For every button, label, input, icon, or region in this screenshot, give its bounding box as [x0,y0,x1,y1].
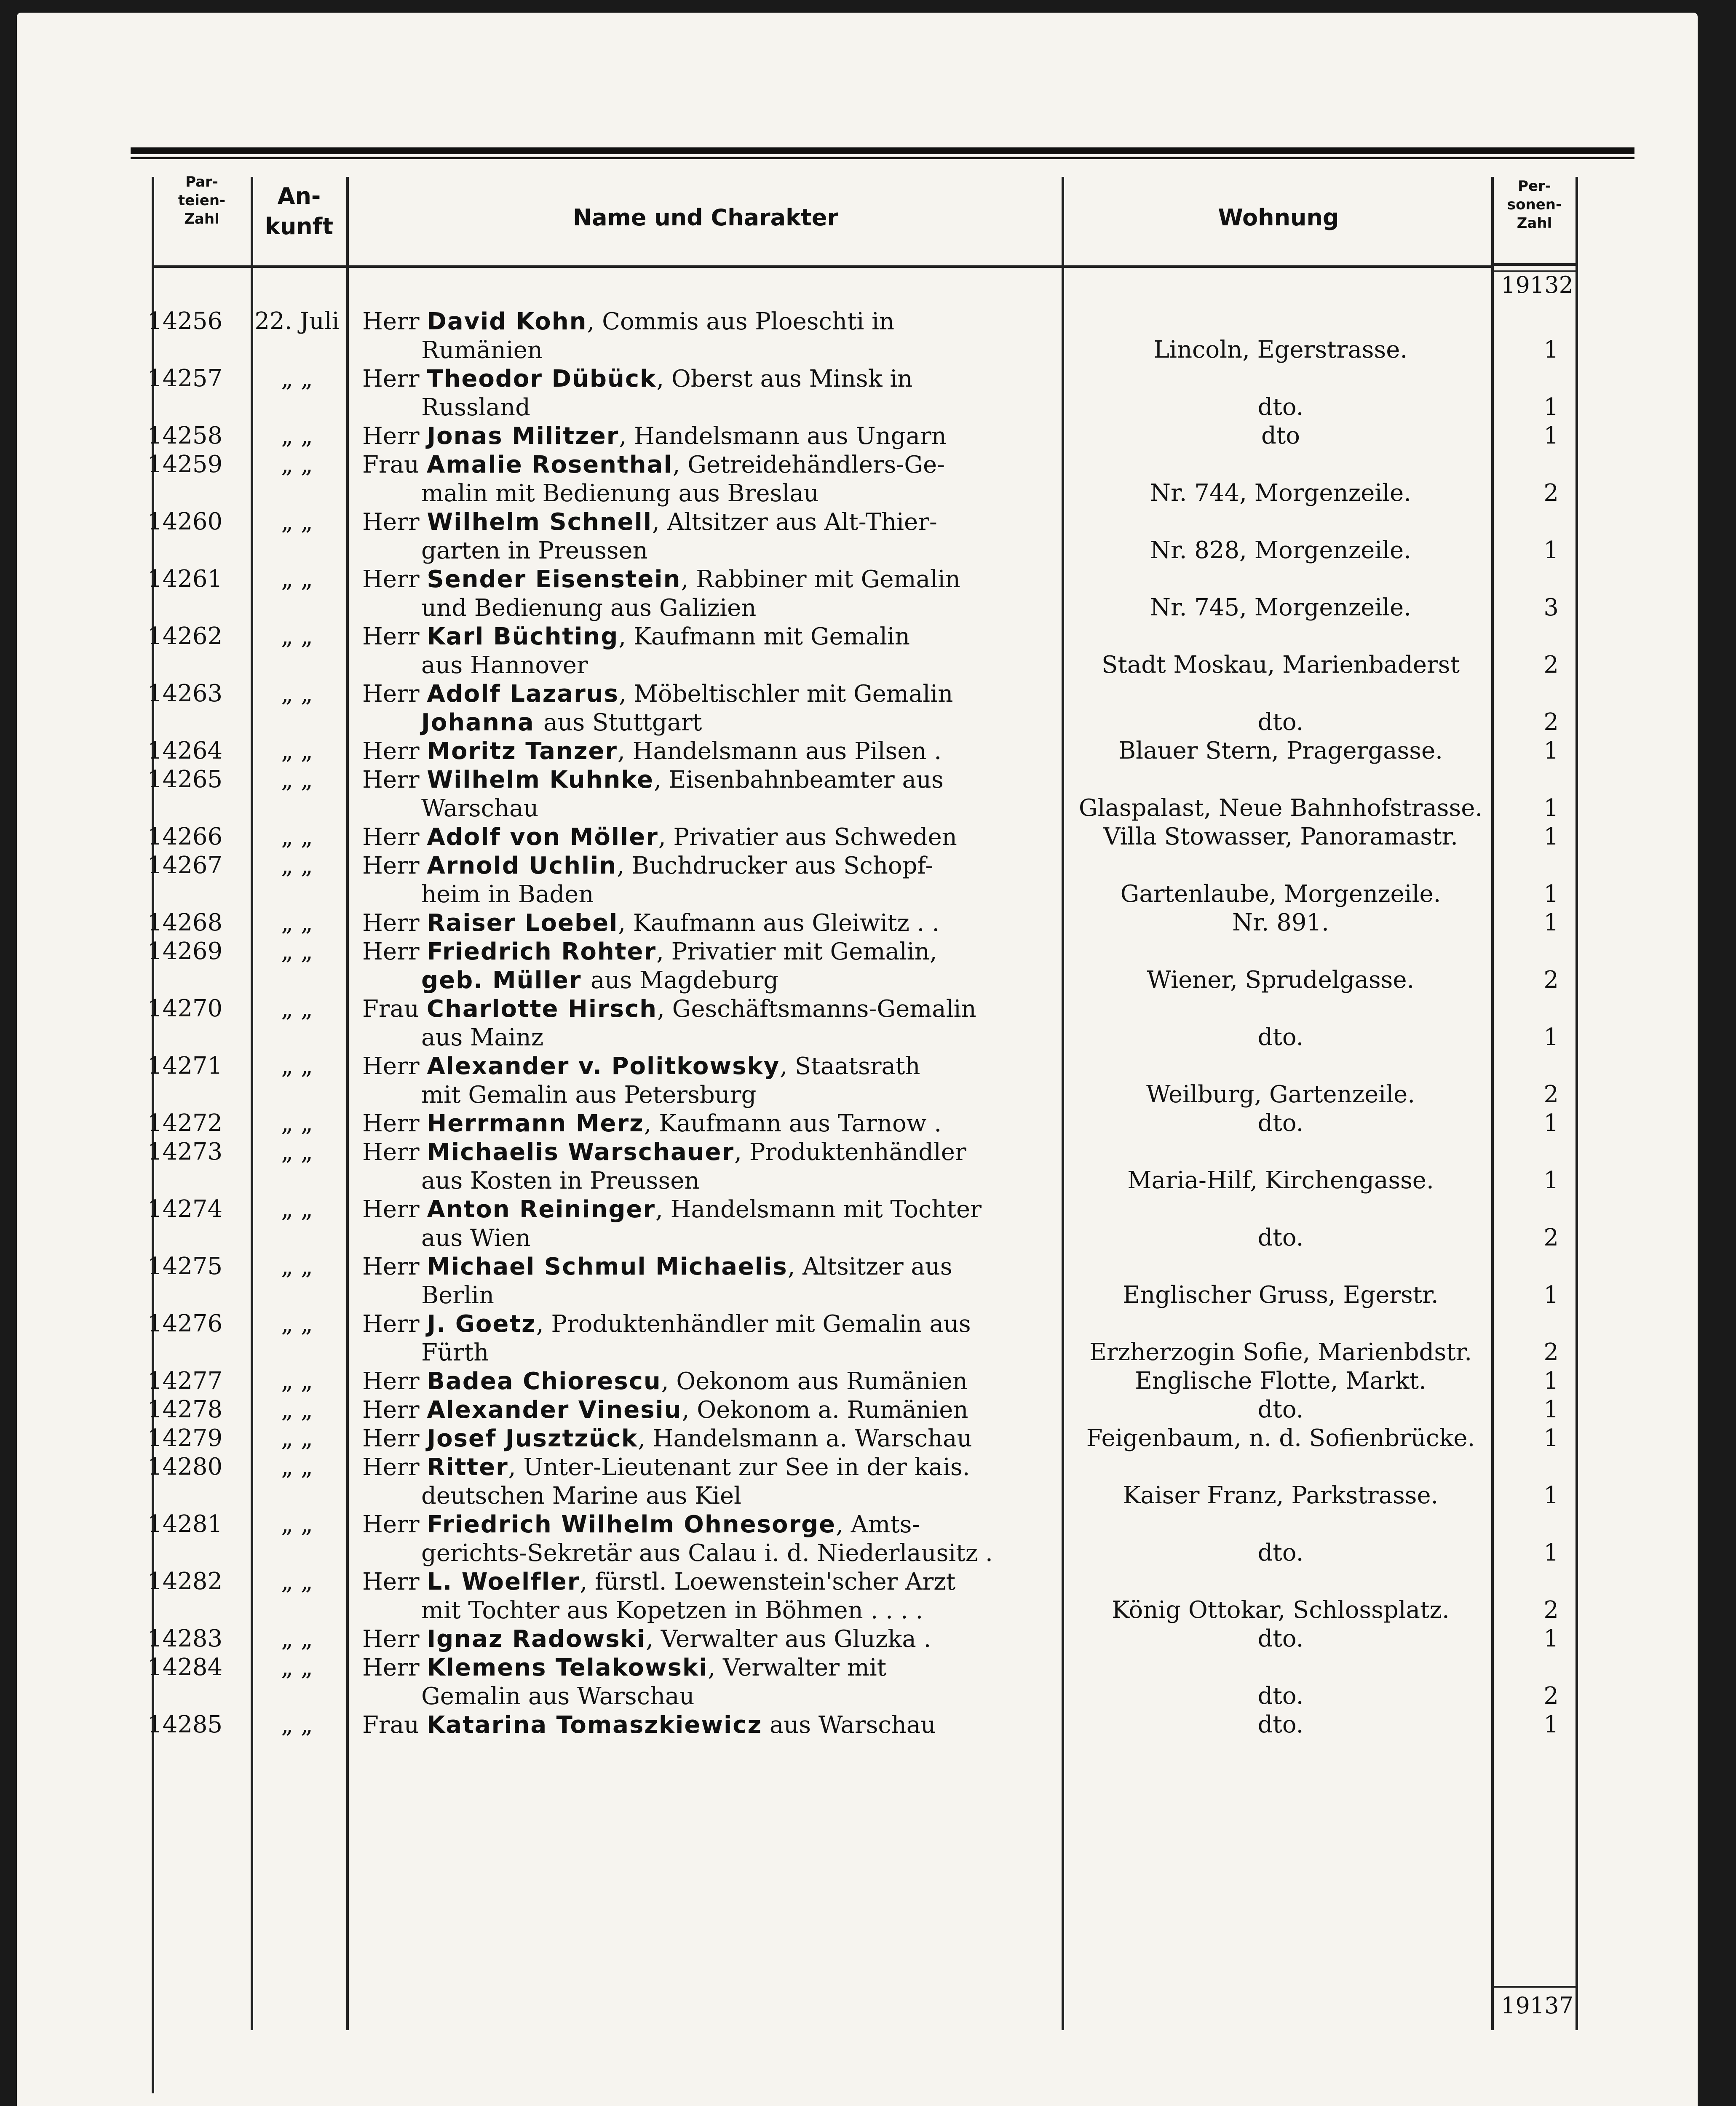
persons-count: 1 [1543,1367,1559,1395]
header-ankunft-2: kunft [265,213,334,240]
header-name: Name und Charakter [572,204,839,231]
name-and-character [362,1109,1057,1138]
guest-name: Adolf von Möller [427,823,658,851]
persons-count: 2 [1543,1224,1559,1251]
name-line-2: Gemalin aus Warschau [421,1683,695,1710]
table-row [17,1052,1698,1109]
name-line-1: Herr Badea Chiorescu, Oekonom aus Rumänien [362,1368,968,1395]
arrival: „ „ [281,909,313,936]
residence: Englische Flotte, Markt. [1135,1367,1426,1395]
residence: Nr. 745, Morgenzeile. [1150,594,1411,621]
name-line-2: aus Wien [421,1224,531,1252]
party-number: 14274 [147,1195,223,1223]
name-line-2: malin mit Bedienung aus Breslau [421,480,819,507]
name-line-2: aus Hannover [421,652,588,679]
persons-count: 1 [1543,1539,1559,1566]
name-line-1: Frau Katarina Tomaszkiewicz aus Warschau [362,1711,936,1739]
arrival: „ „ [281,852,313,879]
name-and-character [362,995,1057,1052]
party-number: 14270 [147,995,223,1022]
guest-name: Wilhelm Schnell [427,508,653,536]
guest-name: David Kohn [427,308,587,335]
name-and-character [362,1453,1057,1510]
header-personen-3: Zahl [1517,215,1552,232]
persons-count: 1 [1543,1396,1559,1423]
residence: dto [1261,422,1300,449]
name-line-1: Herr Michaelis Warschauer, Produktenhändler [362,1139,966,1166]
arrival: „ „ [281,1109,313,1137]
guest-name: Ritter [427,1454,508,1481]
residence: Nr. 744, Morgenzeile. [1150,479,1411,507]
name-line-1: Frau Charlotte Hirsch, Geschäftsmanns-Gemalin [362,995,976,1023]
table-row [17,1711,1698,1768]
guest-name: Michael Schmul Michaelis [427,1253,788,1280]
residence: Nr. 891. [1232,909,1329,936]
persons-count: 1 [1543,823,1559,850]
guest-name: Raiser Loebel [427,909,618,937]
name-line-1: Herr Ritter, Unter-Lieutenant zur See in der kais. [362,1454,970,1481]
header-bottom-rule [152,265,1491,268]
party-number: 14285 [147,1711,223,1738]
persons-count: 1 [1543,1711,1559,1738]
table-row [17,1195,1698,1253]
name-and-character [362,1654,1057,1711]
name-line-2: geb. Müller aus Magdeburg [421,967,779,994]
name-line-1: Frau Amalie Rosenthal, Getreidehändlers-Ge- [362,451,945,478]
name-and-character [362,307,1057,365]
guest-name: Anton Reininger [427,1196,656,1223]
residence: dto. [1257,1109,1304,1137]
name-line-1: Herr J. Goetz, Produktenhändler mit Gemalin aus [362,1310,971,1338]
arrival: „ „ [281,623,313,650]
guest-name: Herrmann Merz [427,1110,644,1137]
name-and-character [362,1138,1057,1195]
party-number: 14284 [147,1654,223,1681]
arrival: „ „ [281,1453,313,1481]
name-line-1: Herr Sender Eisenstein, Rabbiner mit Gemalin [362,566,960,593]
residence: Blauer Stern, Pragergasse. [1118,737,1443,764]
name-and-character [362,737,1057,766]
name-and-character [362,1711,1057,1740]
arrival: „ „ [281,823,313,850]
name-line-1: Herr L. Woelfler, fürstl. Loewenstein'scher Arzt [362,1568,956,1596]
residence: dto. [1257,1224,1304,1251]
arrival: „ „ [281,1253,313,1280]
residence: König Ottokar, Schlossplatz. [1112,1596,1450,1624]
persons-count: 1 [1543,537,1559,564]
name-line-1: Herr Arnold Uchlin, Buchdrucker aus Schopf- [362,852,934,879]
name-and-character [362,565,1057,623]
table-row [17,565,1698,623]
arrival: „ „ [281,1138,313,1165]
guest-name: Badea Chiorescu [427,1368,661,1395]
table-row [17,680,1698,737]
name-and-character [362,1424,1057,1453]
party-number: 14267 [147,852,223,879]
guest-name: Jonas Militzer [427,422,619,450]
residence: Lincoln, Egerstrasse. [1153,336,1408,363]
party-number: 14278 [147,1396,223,1423]
name-line-1: Herr Michael Schmul Michaelis, Altsitzer aus [362,1253,952,1280]
arrival: „ „ [281,508,313,535]
residence: Glaspalast, Neue Bahnhofstrasse. [1078,794,1483,822]
table-row [17,995,1698,1052]
table-row [17,1253,1698,1310]
persons-count: 1 [1543,422,1559,449]
persons-count: 2 [1543,479,1559,507]
name-line-2: mit Tochter aus Kopetzen in Böhmen . . . . [421,1597,923,1624]
name-line-2: deutschen Marine aus Kiel [421,1482,741,1510]
name-line-1: Herr Herrmann Merz, Kaufmann aus Tarnow . [362,1110,942,1137]
name-line-1: Herr Alexander Vinesiu, Oekonom a. Rumänien [362,1396,968,1424]
pers-header-rule [1491,263,1576,266]
name-line-1: Herr David Kohn, Commis aus Ploeschti in [362,308,895,335]
name-line-2: Fürth [421,1339,489,1366]
party-number: 14271 [147,1052,223,1080]
arrival: „ „ [281,1711,313,1738]
carry-over: 19132 [1501,272,1573,298]
party-number: 14277 [147,1367,223,1395]
name-and-character [362,1052,1057,1109]
arrival: „ „ [281,938,313,965]
party-number: 14257 [147,365,223,392]
name-line-2: Johanna aus Stuttgart [421,709,702,736]
persons-count: 2 [1543,966,1559,994]
header-personen [1493,177,1576,233]
persons-count: 1 [1543,393,1559,421]
arrival: „ „ [281,1654,313,1681]
residence: dto. [1257,1682,1304,1710]
total-rule [1491,1986,1576,1988]
name-line-2: gerichts-Sekretär aus Calau i. d. Niederlausitz . [421,1539,993,1567]
page [17,13,1698,2106]
table-row [17,451,1698,508]
name-line-2: aus Mainz [421,1024,544,1051]
name-and-character [362,1195,1057,1253]
name-line-2: Rumänien [421,337,543,364]
persons-count: 2 [1543,1682,1559,1710]
guest-name: Alexander Vinesiu [427,1396,682,1424]
persons-count: 2 [1543,1081,1559,1108]
name-line-1: Herr Klemens Telakowski, Verwalter mit [362,1654,887,1681]
guest-name: J. Goetz [427,1310,536,1338]
guest-name: Katarina Tomaszkiewicz [426,1711,762,1739]
name-line-1: Herr Friedrich Wilhelm Ohnesorge, Amts- [362,1511,920,1538]
table-row [17,852,1698,909]
arrival: „ „ [281,737,313,764]
guest-name: Josef Jusztzück [427,1425,638,1452]
party-number: 14260 [147,508,223,535]
residence: Stadt Moskau, Marienbaderst [1101,651,1460,679]
header-ankunft [253,181,345,242]
party-number: 14256 [147,307,223,335]
party-number: 14264 [147,737,223,764]
persons-count: 1 [1543,909,1559,936]
party-number: 14261 [147,565,223,593]
party-number: 14265 [147,766,223,793]
name-line-1: Herr Jonas Militzer, Handelsmann aus Ungarn [362,422,947,450]
guest-name: Moritz Tanzer [427,738,618,765]
persons-count: 1 [1543,1167,1559,1194]
name-line-2: garten in Preussen [421,537,648,564]
name-line-1: Herr Karl Büchting, Kaufmann mit Gemalin [362,623,910,650]
top-rule [131,147,1634,154]
arrival: „ „ [281,1396,313,1423]
party-number: 14266 [147,823,223,850]
table-row [17,1654,1698,1711]
guest-name: Friedrich Wilhelm Ohnesorge [427,1511,836,1538]
guest-name: Michaelis Warschauer [427,1139,735,1166]
persons-count: 1 [1543,1281,1559,1309]
party-number: 14282 [147,1568,223,1595]
header-zahl-2: teien- [178,192,226,209]
arrival: „ „ [281,1510,313,1538]
guest-name: Alexander v. Politkowsky [427,1053,780,1080]
table-row [17,1568,1698,1625]
table-row [17,307,1698,365]
persons-count: 2 [1543,1596,1559,1624]
name-and-character [362,1510,1057,1568]
residence: Feigenbaum, n. d. Sofienbrücke. [1086,1424,1475,1452]
residence: Nr. 828, Morgenzeile. [1150,537,1411,564]
arrival: „ „ [281,1367,313,1395]
table-row [17,1138,1698,1195]
name-and-character [362,938,1057,995]
guest-name: Karl Büchting [427,623,619,650]
table-row [17,1453,1698,1510]
name-line-2: Berlin [421,1282,494,1309]
persons-count: 1 [1543,737,1559,764]
residence: Gartenlaube, Morgenzeile. [1120,880,1441,908]
table-row [17,508,1698,565]
name-and-character [362,1625,1057,1654]
name-line-1: Herr Theodor Dübück, Oberst aus Minsk in [362,365,913,393]
persons-count: 1 [1543,1024,1559,1051]
party-number: 14279 [147,1424,223,1452]
name-line-2: Warschau [421,795,539,822]
residence: dto. [1257,1625,1304,1652]
name-and-character [362,1396,1057,1424]
arrival: „ „ [281,1195,313,1223]
guest-name: Amalie Rosenthal [426,451,673,478]
arrival: „ „ [281,1625,313,1652]
name-and-character [362,422,1057,451]
header-zahl-3: Zahl [184,211,219,227]
name-line-1: Herr Wilhelm Kuhnke, Eisenbahnbeamter aus [362,766,944,794]
table-row [17,1510,1698,1568]
name-line-2: heim in Baden [421,881,594,908]
residence: Kaiser Franz, Parkstrasse. [1123,1482,1439,1509]
persons-count: 2 [1543,1339,1559,1366]
table-row [17,623,1698,680]
name-line-1: Herr Moritz Tanzer, Handelsmann aus Pilsen . [362,738,942,765]
residence: dto. [1257,393,1304,421]
guest-name: Ignaz Radowski [427,1625,646,1653]
name-and-character [362,852,1057,909]
name-line-2: und Bedienung aus Galizien [421,594,757,622]
party-number: 14262 [147,623,223,650]
arrival: „ „ [281,766,313,793]
arrival: „ „ [281,1310,313,1337]
residence: Wiener, Sprudelgasse. [1147,966,1415,994]
party-number: 14269 [147,938,223,965]
name-and-character [362,1568,1057,1625]
arrival: „ „ [281,995,313,1022]
name-line-1: Herr Alexander v. Politkowsky, Staatsrath [362,1053,920,1080]
header-zahl-1: Par- [185,174,218,190]
arrival: „ „ [281,422,313,449]
name-line-1: Herr Raiser Loebel, Kaufmann aus Gleiwitz . . [362,909,940,937]
guest-name: Arnold Uchlin [427,852,617,879]
persons-count: 2 [1543,651,1559,679]
name-line-1: Herr Wilhelm Schnell, Altsitzer aus Alt-Thier- [362,508,937,536]
table-row [17,365,1698,422]
name-and-character [362,623,1057,680]
name-line-2: Russland [421,394,530,421]
persons-count: 3 [1543,594,1559,621]
name-line-1: Herr Anton Reininger, Handelsmann mit Tochter [362,1196,982,1223]
arrival: „ „ [281,1052,313,1080]
name-line-1: Herr Adolf Lazarus, Möbeltischler mit Gemalin [362,680,953,708]
name-and-character [362,365,1057,422]
name-and-character [362,909,1057,938]
party-number: 14258 [147,422,223,449]
guest-name: Sender Eisenstein [427,566,681,593]
table-row [17,766,1698,823]
party-number: 14272 [147,1109,223,1137]
persons-count: 1 [1543,1424,1559,1452]
name-line-1: Herr Adolf von Möller, Privatier aus Schweden [362,823,957,851]
name-line-2: mit Gemalin aus Petersburg [421,1081,757,1109]
header-ankunft-1: An- [277,183,321,209]
party-number: 14268 [147,909,223,936]
residence: Erzherzogin Sofie, Marienbdstr. [1089,1339,1472,1366]
name-line-1: Herr Friedrich Rohter, Privatier mit Gemalin, [362,938,937,965]
arrival: 22. Juli [254,307,340,335]
name-and-character [362,1367,1057,1396]
guest-name: Wilhelm Kuhnke [427,766,654,794]
name-and-character [362,680,1057,737]
persons-count: 1 [1543,880,1559,908]
name-line-2: aus Kosten in Preussen [421,1167,700,1195]
residence: Weilburg, Gartenzeile. [1146,1081,1415,1108]
guest-name: Klemens Telakowski [427,1654,708,1681]
party-number: 14275 [147,1253,223,1280]
name-and-character [362,508,1057,565]
header-personen-1: Per- [1518,178,1551,195]
header-personen-2: sonen- [1507,196,1562,213]
guest-name: L. Woelfler [427,1568,580,1596]
party-number: 14280 [147,1453,223,1481]
guest-name: Charlotte Hirsch [426,995,658,1023]
residence: dto. [1257,708,1304,736]
table-row [17,938,1698,995]
party-number: 14276 [147,1310,223,1337]
guest-name: Adolf Lazarus [427,680,619,708]
persons-count: 1 [1543,1625,1559,1652]
table-row [17,1310,1698,1367]
header-zahl [154,173,250,228]
arrival: „ „ [281,1424,313,1452]
name-line-1: Herr Josef Jusztzück, Handelsmann a. Warschau [362,1425,972,1452]
residence: dto. [1257,1539,1304,1566]
guest-name: Theodor Dübück [427,365,657,393]
name-and-character [362,451,1057,508]
arrival: „ „ [281,1568,313,1595]
party-number: 14259 [147,451,223,478]
party-number: 14263 [147,680,223,707]
persons-count: 1 [1543,1109,1559,1137]
header-wohnung: Wohnung [1218,204,1339,231]
guest-name: Friedrich Rohter [427,938,657,965]
residence: Englischer Gruss, Egerstr. [1123,1281,1439,1309]
top-rule-thin [131,157,1634,159]
residence: dto. [1257,1711,1304,1738]
arrival: „ „ [281,451,313,478]
persons-count: 1 [1543,794,1559,822]
party-number: 14273 [147,1138,223,1165]
total-persons: 19137 [1501,1992,1573,2019]
name-and-character [362,1253,1057,1310]
party-number: 14283 [147,1625,223,1652]
party-number: 14281 [147,1510,223,1538]
residence: Maria-Hilf, Kirchengasse. [1127,1167,1434,1194]
name-and-character [362,1310,1057,1367]
arrival: „ „ [281,565,313,593]
persons-count: 1 [1543,1482,1559,1509]
persons-count: 2 [1543,708,1559,736]
arrival: „ „ [281,680,313,707]
name-line-1: Herr Ignaz Radowski, Verwalter aus Gluzka . [362,1625,931,1653]
name-and-character [362,766,1057,823]
arrival: „ „ [281,365,313,392]
residence: dto. [1257,1396,1304,1423]
residence: dto. [1257,1024,1304,1051]
persons-count: 1 [1543,336,1559,363]
name-and-character [362,823,1057,852]
residence: Villa Stowasser, Panoramastr. [1103,823,1458,850]
